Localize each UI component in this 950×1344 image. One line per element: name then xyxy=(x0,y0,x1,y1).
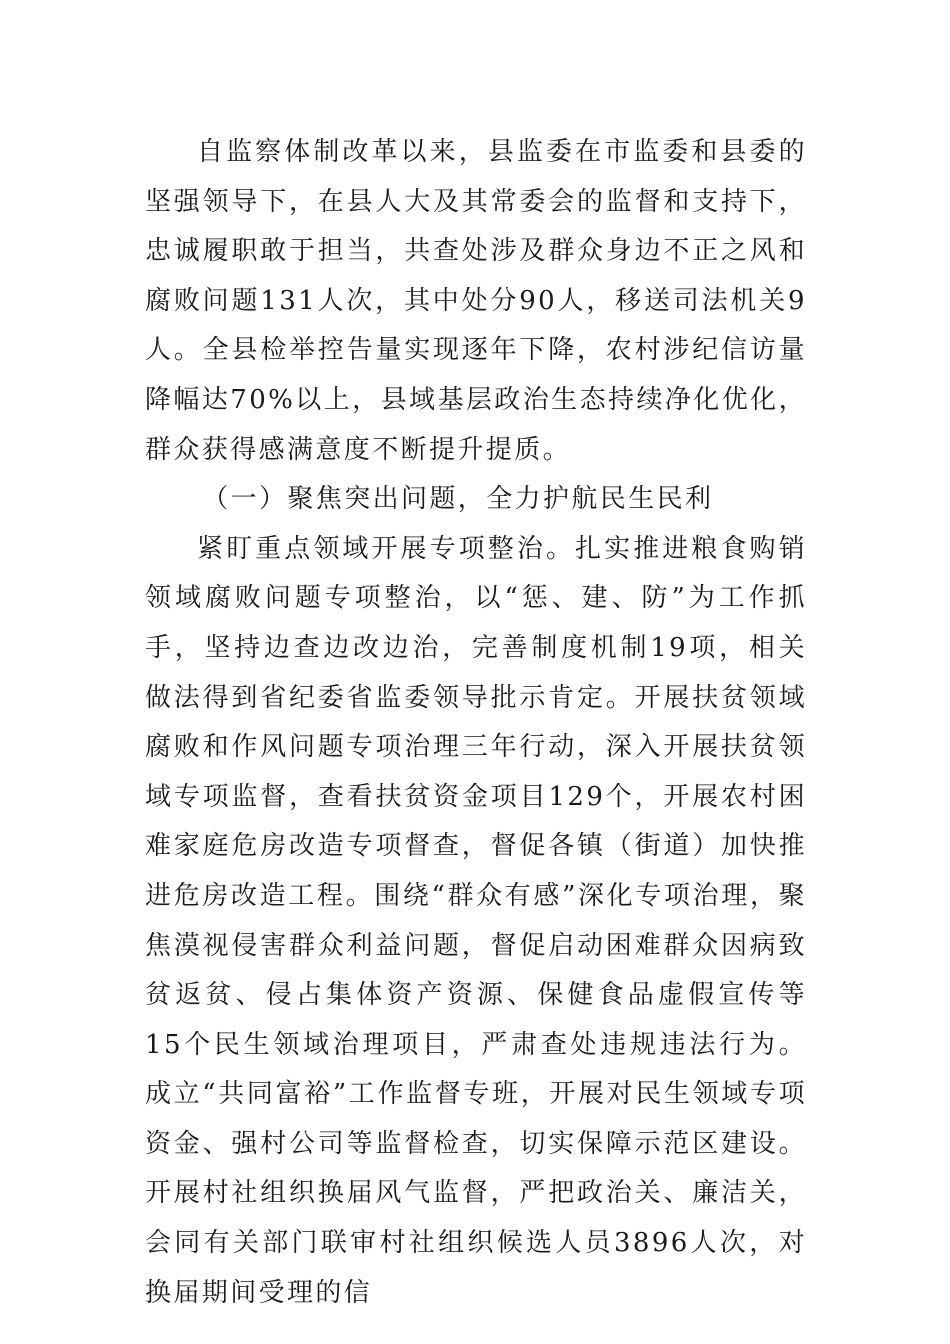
section-paragraph: 紧盯重点领域开展专项整治。扎实推进粮食购销领域腐败问题专项整治，以“惩、建、防”为工作抓手，坚持边查边改边治，完善制度机制19项，相关做法得到省纪委省监委领导批示肯定。开展扶贫领域腐败和作风问题专项治理三年行动，深入开展扶贫领域专项监督，查看扶贫资金项目129个，开展农村困难家庭危房改造专项督查，督促各镇（街道）加快推进危房改造工程。围绕“群众有感”深化专项治理，聚焦漠视侵害群众利益问题，督促启动困难群众因病致贫返贫、侵占集体资产资源、保健食品虚假宣传等15个民生领域治理项目，严肃查处违规违法行为。成立“共同富裕”工作监督专班，开展对民生领域专项资金、强村公司等监督检查，切实保障示范区建设。开展村社组织换届风气监督，严把政治关、廉洁关，会同有关部门联审村社组织候选人员3896人次，对换届期间受理的信 xyxy=(145,533,807,1308)
intro-paragraph: 自监察体制改革以来，县监委在市监委和县委的坚强领导下，在县人大及其常委会的监督和支持下，忠诚履职敢于担当，共查处涉及群众身边不正之风和腐败问题131人次，其中处分90人，移送司法机关9人。全县检举控告量实现逐年下降，农村涉纪信访量降幅达70%以上，县域基层政治生态持续净化优化，群众获得感满意度不断提升提质。 xyxy=(145,137,807,465)
section-heading: （一）聚焦突出问题，全力护航民生民利 xyxy=(202,484,714,515)
document-body xyxy=(145,128,807,1318)
